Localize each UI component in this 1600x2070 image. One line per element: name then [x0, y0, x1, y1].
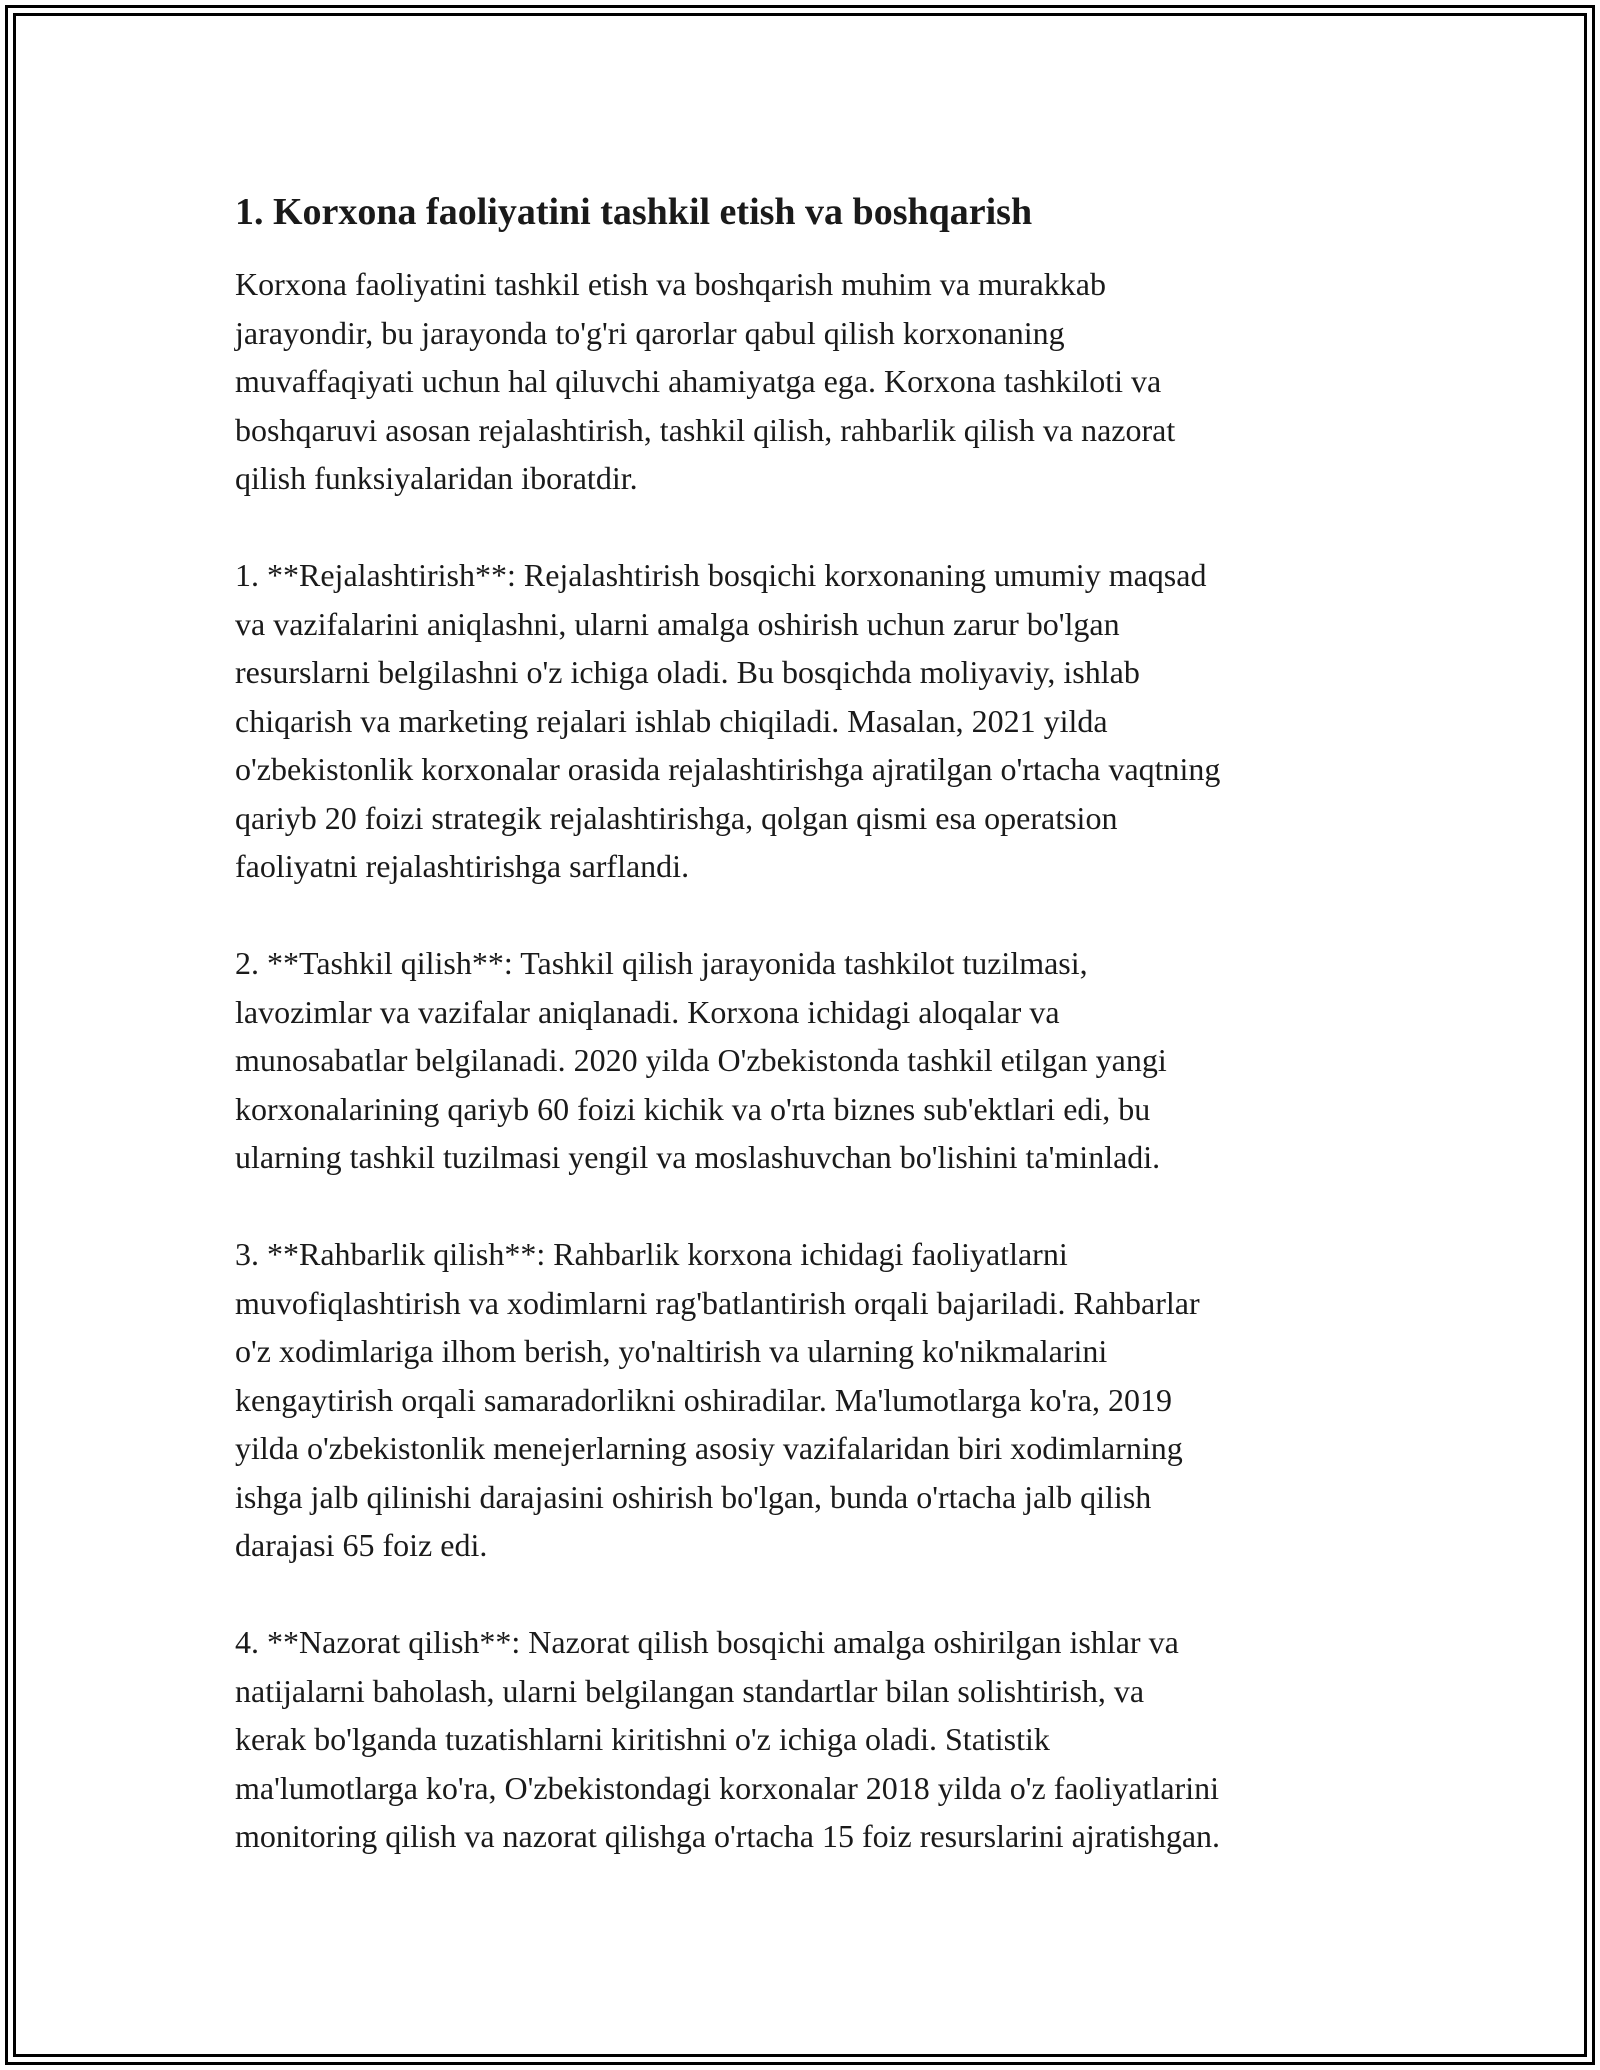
paragraph-line: va vazifalarini aniqlashni, ularni amalga oshirish uchun zarur bo'lgan [235, 605, 1120, 642]
document-title: 1. Korxona faoliyatini tashkil etish va boshqarish [235, 191, 1033, 233]
paragraph-rahbarlik-qilish [235, 1230, 1385, 1570]
paragraph-line: ishga jalb qilinishi darajasini oshirish bo'lgan, bunda o'rtacha jalb qilish [235, 1478, 1152, 1515]
paragraph-line: jarayondir, bu jarayonda to'g'ri qarorlar qabul qilish korxonaning [235, 314, 1065, 351]
paragraph-line: faoliyatni rejalashtirishga sarflandi. [235, 848, 690, 884]
paragraph-line: kerak bo'lganda tuzatishlarni kiritishni o'z ichiga oladi. Statistik [235, 1721, 1050, 1757]
paragraph-line: natijalarni baholash, ularni belgilangan standartlar bilan solishtirish, va [235, 1672, 1145, 1709]
paragraph-line: korxonalarining qariyb 60 foizi kichik va o'rta biznes sub'ektlari edi, bu [235, 1090, 1151, 1127]
paragraph-line: resurslarni belgilashni o'z ichiga oladi. Bu bosqichda moliyaviy, ishlab [235, 654, 1140, 690]
paragraph-line: yilda o'zbekistonlik menejerlarning asosiy vazifalaridan biri xodimlarning [235, 1430, 1183, 1466]
paragraph-line: muvaffaqiyati uchun hal qiluvchi ahamiyatga ega. Korxona tashkiloti va [235, 363, 1162, 399]
paragraph-tashkil-qilish [235, 939, 1385, 1182]
paragraph-line: muvofiqlashtirish va xodimlarni rag'batlantirish orqali bajariladi. Rahbarlar [235, 1284, 1200, 1321]
paragraph-intro [235, 260, 1385, 503]
paragraph-line: 2. **Tashkil qilish**: Tashkil qilish jarayonida tashkilot tuzilmasi, [235, 945, 1088, 981]
paragraph-line: 4. **Nazorat qilish**: Nazorat qilish bosqichi amalga oshirilgan ishlar va [235, 1624, 1179, 1660]
paragraph-line: 3. **Rahbarlik qilish**: Rahbarlik korxona ichidagi faoliyatlarni [235, 1236, 1068, 1272]
paragraph-line: chiqarish va marketing rejalari ishlab chiqiladi. Masalan, 2021 yilda [235, 702, 1108, 739]
paragraph-line: darajasi 65 foiz edi. [235, 1527, 488, 1563]
paragraph-line: kengaytirish orqali samaradorlikni oshiradilar. Ma'lumotlarga ko'ra, 2019 [235, 1381, 1172, 1418]
paragraph-line: qilish funksiyalaridan iboratdir. [235, 460, 638, 496]
paragraph-rejalashtirish [235, 551, 1385, 891]
paragraph-line: ularning tashkil tuzilmasi yengil va moslashuvchan bo'lishini ta'minladi. [235, 1139, 1161, 1175]
paragraph-line: Korxona faoliyatini tashkil etish va boshqarish muhim va murakkab [235, 266, 1106, 302]
paragraph-nazorat-qilish [235, 1618, 1385, 1861]
paragraph-line: munosabatlar belgilanadi. 2020 yilda O'zbekistonda tashkil etilgan yangi [235, 1042, 1167, 1078]
paragraph-line: 1. **Rejalashtirish**: Rejalashtirish bosqichi korxonaning umumiy maqsad [235, 557, 1207, 593]
paragraph-line: qariyb 20 foizi strategik rejalashtirishga, qolgan qismi esa operatsion [235, 799, 1118, 836]
paragraph-line: monitoring qilish va nazorat qilishga o'rtacha 15 foiz resurslarini ajratishgan. [235, 1818, 1221, 1854]
paragraph-line: ma'lumotlarga ko'ra, O'zbekistondagi korxonalar 2018 yilda o'z faoliyatlarini [235, 1769, 1219, 1806]
paragraph-line: lavozimlar va vazifalar aniqlanadi. Korxona ichidagi aloqalar va [235, 993, 1060, 1030]
paragraph-line: o'zbekistonlik korxonalar orasida rejalashtirishga ajratilgan o'rtacha vaqtning [235, 751, 1221, 787]
paragraph-line: o'z xodimlariga ilhom berish, yo'naltirish va ularning ko'nikmalarini [235, 1333, 1108, 1369]
paragraph-line: boshqaruvi asosan rejalashtirish, tashkil qilish, rahbarlik qilish va nazorat [235, 411, 1176, 448]
document-body [235, 188, 1385, 1861]
